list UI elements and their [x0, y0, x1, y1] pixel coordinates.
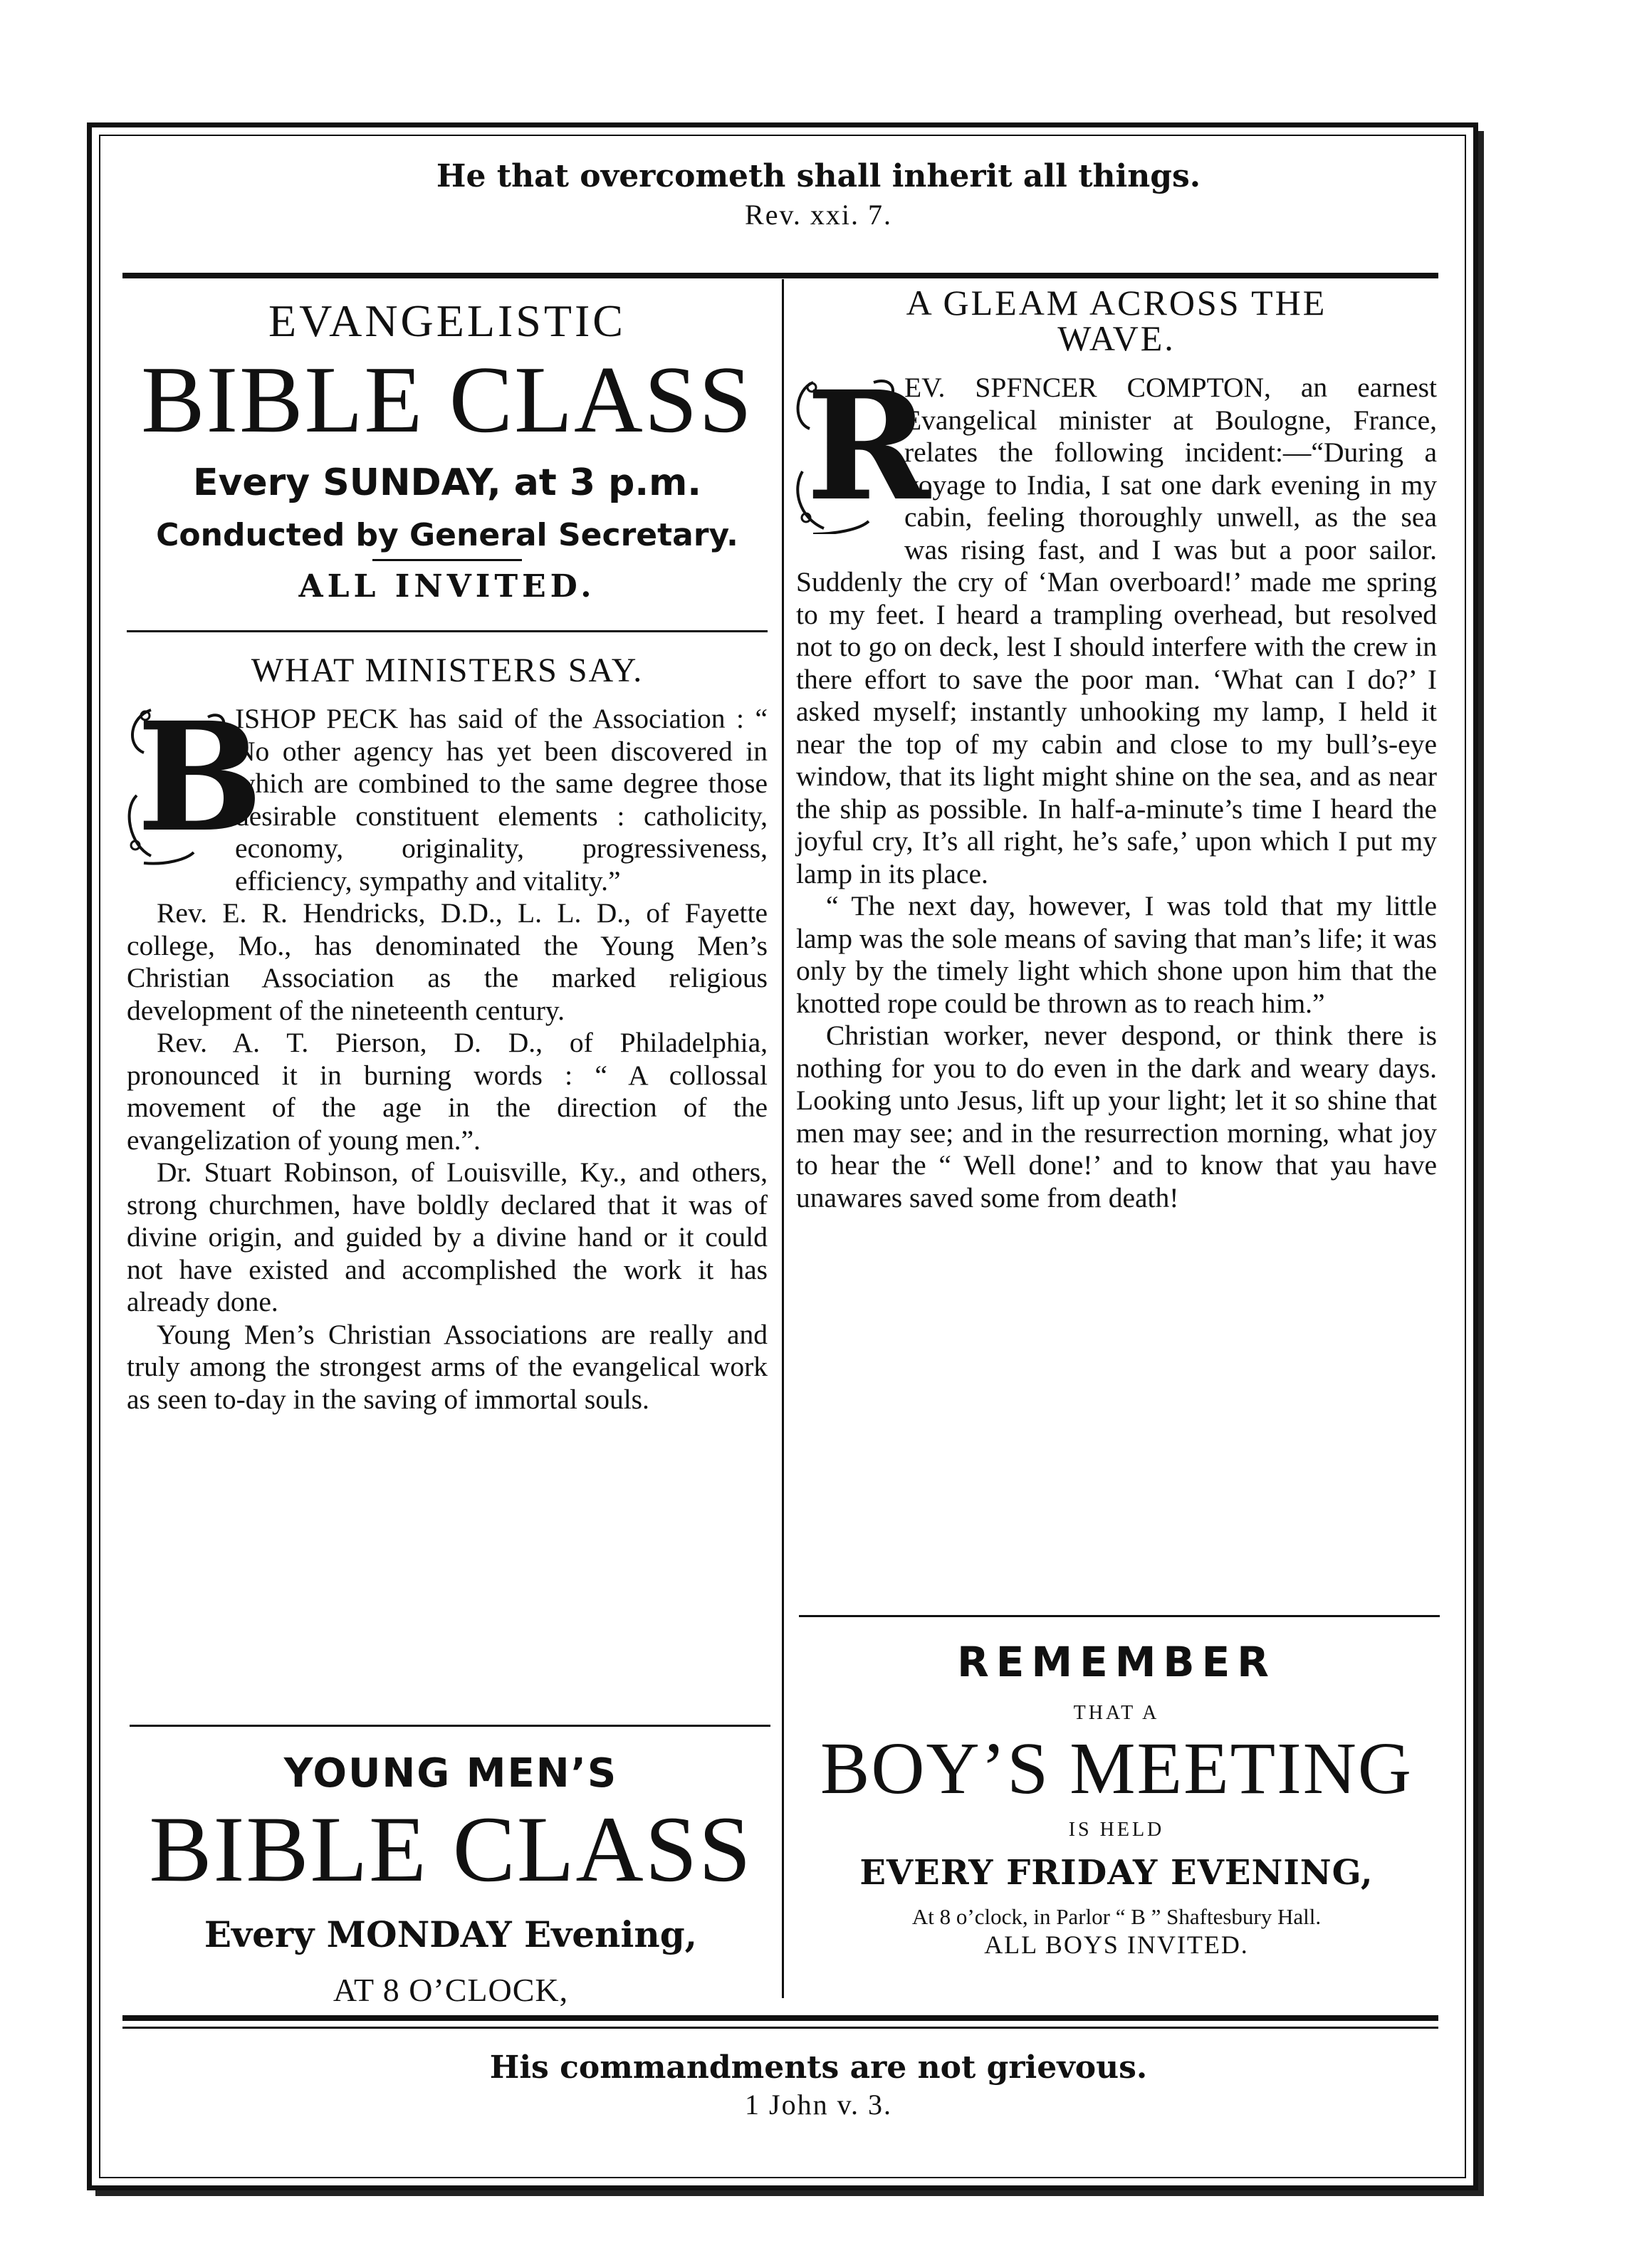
dropcap-letter: R: [806, 358, 931, 534]
sunday-schedule: Every SUNDAY, at 3 p.m.: [192, 461, 702, 504]
small-rule: [372, 559, 522, 561]
ornate-dropcap-r: [792, 358, 931, 534]
dropcap-letter: B: [137, 689, 263, 865]
ornate-dropcap-b: [122, 689, 263, 865]
conducted-by: Conducted by General Secretary.: [156, 517, 738, 553]
header-reference: Rev. xxi. 7.: [745, 199, 892, 231]
boys-meeting-ad: [796, 1631, 1437, 1960]
remember-heading: REMEMBER: [957, 1638, 1276, 1686]
young-mens-heading: YOUNG MEN’S: [283, 1750, 618, 1797]
ministers-paragraph-3: Rev. A. T. Pierson, D. D., of Philadelphia, pronounced it in burning words : “ A collossal movement of the age in the direction of the evangelization of young men.”.: [127, 1027, 768, 1156]
that-a: THAT A: [1073, 1702, 1160, 1724]
ministers-title: WHAT MINISTERS SAY.: [251, 652, 644, 689]
gleam-paragraph-3: Christian worker, never despond, or think there is nothing for you to do even in the dark and weary days. Looking unto Jesus, lift up your light; let it so shine that men may see; and in the resurrection morning, what joy to hear the “ Well done!’ and to know that yau have unawares saved some from death!: [796, 1020, 1437, 1213]
gleam-title-2: WAVE.: [1057, 318, 1176, 358]
ministers-paragraph-5: Young Men’s Christian Associations are really and truly among the strongest arms of the evangelical work as seen to-day in the saving of immortal souls.: [127, 1318, 768, 1415]
ministers-article: [127, 689, 768, 1416]
footer-rule-thin: [122, 2027, 1438, 2029]
evangelistic-heading: EVANGELISTIC: [268, 296, 626, 346]
all-invited: ALL INVITED.: [298, 568, 596, 605]
young-mens-ad: [127, 1737, 775, 2009]
young-mens-bible-class: BIBLE CLASS: [149, 1797, 753, 1901]
monday-schedule: Every MONDAY Evening,: [204, 1913, 698, 1955]
gleam-title-1: A GLEAM ACROSS THE: [906, 283, 1327, 323]
footer-rule: [122, 2015, 1438, 2021]
footer-reference: 1 John v. 3.: [745, 2089, 892, 2121]
column-divider: [782, 279, 784, 1998]
header-rule: [122, 273, 1438, 278]
all-boys-invited: ALL BOYS INVITED.: [984, 1930, 1249, 1959]
parlor-location: At 8 o’clock, in Parlor “ B ” Shaftesbury Hall.: [911, 1904, 1322, 1929]
gleam-article: [796, 358, 1437, 1214]
section-rule: [127, 630, 768, 632]
ministers-paragraph-2: Rev. E. R. Hendricks, D.D., L. L. D., of Fayette college, Mo., has denominated the Young Men’s Christian Association as the marked religious development of the nineteenth century.: [127, 897, 768, 1026]
ministers-paragraph-1: ISHOP PECK has said of the Association : “ No other agency has yet been discovered in which are combined to the same degree those desirable constituent elements : catholicity, economy, originality, progressiveness, efficiency, sympathy and vitality.”: [235, 703, 768, 897]
boys-meeting-heading: BOY’S MEETING: [820, 1728, 1413, 1809]
gleam-paragraph-1: EV. SPFNCER COMPTON, an earnest Evangelical minister at Boulogne, France, relates the following incident:—“During a voyage to India, I sat one dark evening in my cabin, feeling thoroughly unwell, as the sea was rising fast, and I was but a poor sailor. Suddenly the cry of ‘Man overboard!’ made me spring to my feet. I heard a trampling overhead, but resolved not to go on deck, lest I should interfere with the crew in there effort to save the poor man. ‘What can I do?’ I asked myself; instantly unhooking my lamp, I held it near the top of my cabin and close to my bull’s-eye window, that its light might shine on the sea, and as near the ship as possible. In half-a-minute’s time I heard the joyful cry, It’s all right, he’s safe,’ upon which I put my lamp in its place.: [796, 372, 1437, 889]
is-held: IS HELD: [1068, 1819, 1165, 1841]
gleam-paragraph-2: “ The next day, however, I was told that my little lamp was the sole means of saving that man’s life; it was only by the timely light which shone upon him that the knotted rope could be thrown as to reach him.”: [796, 890, 1437, 1019]
header-verse: He that overcometh shall inherit all things.: [436, 158, 1201, 194]
bible-class-heading: BIBLE CLASS: [141, 347, 753, 452]
left-column: [127, 285, 768, 1416]
left-bottom-rule: [130, 1725, 770, 1727]
eight-oclock: AT 8 O’CLOCK,: [333, 1972, 569, 2008]
ministers-paragraph-4: Dr. Stuart Robinson, of Louisville, Ky., and others, strong churchmen, have boldly declared that it was of divine origin, and guided by a divine hand or it could not have existed and accomplished the work it has already done.: [127, 1156, 768, 1317]
footer-verse: His commandments are not grievous.: [489, 2049, 1148, 2086]
right-bottom-rule: [799, 1615, 1440, 1617]
right-column: [796, 285, 1437, 1214]
friday-schedule: EVERY FRIDAY EVENING,: [859, 1853, 1374, 1893]
